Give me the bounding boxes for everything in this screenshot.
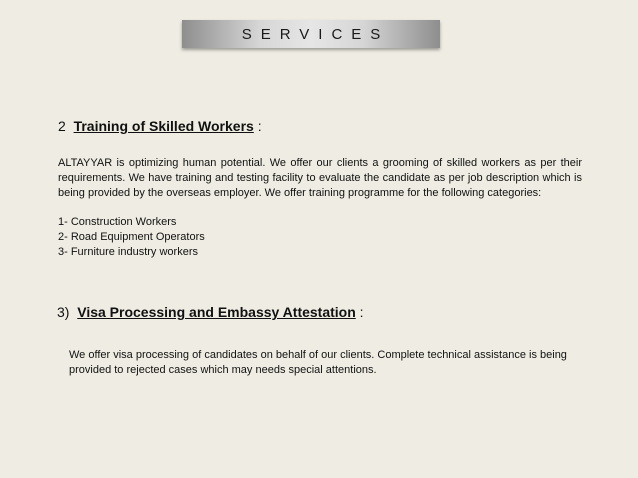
section-heading-visa	[57, 304, 364, 320]
section-title: Visa Processing and Embassy Attestation	[77, 304, 356, 320]
services-banner	[182, 20, 440, 48]
section-number: 2	[58, 118, 66, 134]
banner-title: SERVICES	[241, 25, 390, 43]
section-heading-training	[58, 118, 262, 134]
section-suffix: :	[253, 118, 262, 134]
section-suffix: :	[355, 304, 364, 320]
training-paragraph: ALTAYYAR is optimizing human potential. We offer our clients a grooming of skilled workers as per their requirements. We have training and testing facility to evaluate the candidate as per job description which is being provided by the overseas employer. We offer training programme for the following categories:	[58, 157, 582, 199]
list-item: 3- Furniture industry workers	[58, 246, 198, 258]
list-item: 1- Construction Workers	[58, 216, 177, 228]
visa-paragraph: We offer visa processing of candidates on behalf of our clients. Complete technical assistance is being provided to rejected cases which may needs special attentions.	[69, 349, 567, 376]
list-item: 2- Road Equipment Operators	[58, 231, 205, 243]
training-categories-list	[58, 215, 205, 260]
section-number: 3)	[57, 304, 70, 320]
section-title: Training of Skilled Workers	[73, 118, 254, 134]
